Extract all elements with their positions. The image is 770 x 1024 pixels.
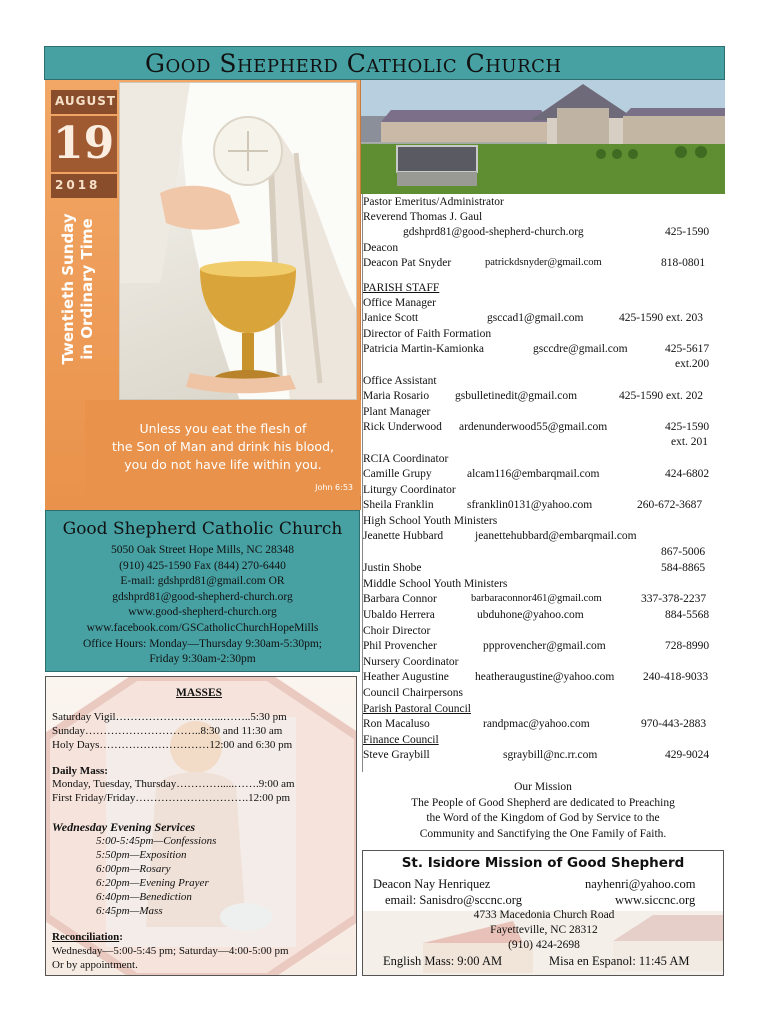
ms-youth-name-2: Ubaldo Herrera [363,609,435,621]
staff-row [363,656,725,668]
mass-schedule-box [45,676,357,976]
hs-youth-name-1: Jeanette Hubbard [363,530,444,542]
wed-rosary: 6:00pm—Rosary [96,863,171,875]
isidore-email[interactable]: email: Sanisdro@sccnc.org [385,893,522,907]
staff-row [363,718,725,730]
daily-mass-mtth: Monday, Tuesday, Thursday………….....…….9:00 am [52,778,295,790]
staff-row [363,499,725,511]
rcia-phone: 424-6802 [665,468,710,480]
office-hours-friday: Friday 9:30am-2:30pm [149,653,256,666]
liturgy-title: Liturgy Coordinator [363,484,456,496]
quote-line-2: the Son of Man and drink his blood, [112,439,334,454]
ppc-title: Parish Pastoral Council [363,703,471,715]
nursery-title: Nursery Coordinator [363,656,459,668]
photo-credit-strip [344,123,354,353]
quote-line-3: you do not have life within you. [124,457,322,472]
office-manager-name: Janice Scott [363,312,419,324]
council-title: Council Chairpersons [363,687,463,699]
parish-contact-box [45,510,360,672]
isidore-website[interactable]: www.siccnc.org [615,893,696,907]
hs-youth-title: High School Youth Ministers [363,515,498,527]
finance-council-title: Finance Council [363,734,439,746]
cover-day: 19 [51,116,117,172]
church-building-photo [361,80,725,194]
office-manager-email[interactable]: gsccad1@gmail.com [487,312,584,324]
phone-fax: (910) 425-1590 Fax (844) 270-6440 [119,559,286,572]
staff-row [363,343,725,355]
choir-title: Choir Director [363,625,431,637]
office-assistant-email[interactable]: gsbulletinedit@gmail.com [455,390,578,402]
dff-title: Director of Faith Formation [363,328,492,340]
mission-line-2: the Word of the Kingdom of God by Service to the [426,812,660,824]
staff-row [363,749,725,761]
plant-manager-ext: ext. 201 [671,436,709,448]
ppc-email[interactable]: randpmac@yahoo.com [483,718,590,730]
plant-manager-title: Plant Manager [363,406,431,418]
ms-youth-name-1: Barbara Connor [363,593,437,605]
contact-box-title: Good Shepherd Catholic Church [62,519,343,539]
office-manager-title: Office Manager [363,297,436,309]
staff-row [363,609,725,621]
daily-mass-heading: Daily Mass: [52,765,108,777]
sunday-masses: Sunday…………………………..8:30 and 11:30 am [52,725,283,737]
hs-youth-name-2: Justin Shobe [363,562,422,574]
reconciliation-heading-row [52,931,123,943]
st-isidore-mission-box [362,850,724,976]
st-isidore-title: St. Isidore Mission of Good Shepherd [401,855,685,871]
staff-row [363,375,725,387]
quote-line-1: Unless you eat the flesh of [139,421,307,436]
staff-row [363,282,725,294]
nursery-email[interactable]: heatheraugustine@yahoo.com [475,671,615,683]
cover-artwork [45,80,361,510]
staff-row [363,390,725,402]
staff-row [363,421,725,433]
staff-row [363,242,725,254]
rcia-email[interactable]: alcam116@embarqmail.com [467,468,600,480]
office-hours: Office Hours: Monday—Thursday 9:30am-5:30pm; [82,637,322,650]
staff-row [363,562,725,574]
alt-email[interactable]: gdshprd81@good-shepherd-church.org [112,590,293,603]
wed-mass: 6:45pm—Mass [96,905,163,917]
daily-mass-friday: First Friday/Friday………………………….12:00 pm [52,792,291,804]
title-banner [44,46,725,80]
rcia-name: Camille Grupy [363,468,432,480]
office-manager-phone: 425-1590 ext. 203 [619,312,704,324]
ms-youth-email-2[interactable]: ubduhone@yahoo.com [477,609,584,621]
pastor-phone: 425-1590 [665,226,710,238]
facebook-link[interactable]: www.facebook.com/GSCatholicChurchHopeMills [86,621,319,634]
ms-youth-email-1[interactable]: barbaraconnor461@gmail.com [471,593,602,604]
plant-manager-phone: 425-1590 [665,421,710,433]
nursery-name: Heather Augustine [363,671,449,683]
pastor-email[interactable]: gdshprd81@good-shepherd-church.org [403,226,584,238]
church-building-illustration [361,80,725,194]
email-line[interactable]: E-mail: gdshprd81@gmail.com OR [120,575,285,588]
finance-council-name: Steve Graybill [363,749,430,761]
wed-benediction: 6:40pm—Benediction [96,891,192,903]
deacon-email[interactable]: patrickdsnyder@gmail.com [485,257,602,268]
hs-youth-email-1[interactable]: jeanettehubbard@embarqmail.com [475,530,637,542]
street-address: 5050 Oak Street Hope Mills, NC 28348 [110,544,295,556]
staff-row [363,515,725,527]
pastor-title: Pastor Emeritus/Administrator [363,196,504,208]
eucharist-photo [119,82,357,400]
spanish-mass-time: Misa en Espanol: 11:45 AM [549,954,690,968]
staff-row [363,453,725,465]
wed-evening-prayer: 6:20pm—Evening Prayer [96,877,209,889]
scripture-reference: John 6:53 [315,483,353,492]
staff-row [363,640,725,652]
staff-row [363,257,725,269]
liturgical-day-line2: in Ordinary Time [78,218,96,360]
wednesday-services-heading: Wednesday Evening Services [52,820,196,834]
website-link[interactable]: www.good-shepherd-church.org [128,606,277,619]
liturgical-day-label [53,212,101,376]
isidore-phone: (910) 424-2698 [508,939,580,951]
masses-heading: MASSES [176,687,223,699]
pastor-name: Reverend Thomas J. Gaul [363,211,483,223]
isidore-deacon: Deacon Nay Henriquez [373,877,491,891]
staff-row [363,468,725,480]
holy-day-masses: Holy Days…………………………12:00 and 6:30 pm [52,739,293,751]
staff-row [363,312,725,324]
scripture-quote [95,420,351,474]
english-mass-time: English Mass: 9:00 AM [383,954,503,968]
rcia-title: RCIA Coordinator [363,453,449,465]
nursery-phone: 240-418-9033 [643,671,709,683]
plant-manager-email[interactable]: ardenunderwood55@gmail.com [459,421,608,433]
dff-phone: 425-5617 [665,343,710,355]
isidore-address-2: Fayetteville, NC 28312 [490,924,598,936]
office-assistant-title: Office Assistant [363,375,437,387]
isidore-address-1: 4733 Macedonia Church Road [473,909,615,921]
plant-manager-name: Rick Underwood [363,421,442,433]
staff-row [363,625,725,637]
liturgical-day-line1: Twentieth Sunday [59,213,77,365]
staff-row [363,687,725,699]
mission-line-1: The People of Good Shepherd are dedicated to Preaching [411,796,675,809]
saturday-vigil: Saturday Vigil………………………...……..5:30 pm [52,711,287,723]
liturgy-email[interactable]: sfranklin0131@yahoo.com [467,499,593,511]
wed-confessions: 5:00-5:45pm—Confessions [96,835,217,847]
cover-year: 2018 [51,174,117,198]
staff-row [363,593,725,605]
liturgy-phone: 260-672-3687 [637,499,703,511]
reconciliation-colon: : [119,931,123,943]
staff-row [363,406,725,418]
deacon-title: Deacon [363,242,399,254]
reconciliation-heading: Reconciliation [52,931,120,943]
staff-row [363,671,725,683]
finance-council-phone: 429-9024 [665,749,710,761]
dff-email[interactable]: gsccdre@gmail.com [533,343,628,355]
liturgy-name: Sheila Franklin [363,499,434,511]
staff-row [363,211,725,223]
priest-chalice-illustration [120,83,357,400]
mission-line-3: Community and Sanctifying the One Family of Faith. [419,827,667,840]
reconciliation-appointment: Or by appointment. [52,959,138,971]
ppc-name: Ron Macaluso [363,718,430,730]
dff-name: Patricia Martin-Kamionka [363,343,485,355]
staff-row [363,484,725,496]
mission-statement [362,780,724,846]
ms-youth-phone-1: 337-378-2237 [641,593,707,605]
office-assistant-name: Maria Rosario [363,390,430,402]
wed-exposition: 5:50pm—Exposition [96,849,187,861]
choir-name: Phil Provencher [363,640,437,652]
staff-row [363,734,725,746]
staff-row [363,578,725,590]
scripture-quote-panel [85,400,361,496]
choir-phone: 728-8990 [665,640,710,652]
isidore-deacon-email[interactable]: nayhenri@yahoo.com [585,877,696,891]
staff-row [363,530,725,542]
staff-row [363,703,725,715]
hs-youth-phone-2: 584-8865 [661,562,706,574]
staff-row [363,297,725,309]
hs-youth-phone-1: 867-5006 [661,546,706,558]
church-title: Good Shepherd Catholic Church [145,49,562,78]
office-assistant-phone: 425-1590 ext. 202 [619,390,704,402]
cover-month: AUGUST [51,90,117,114]
finance-council-email[interactable]: sgraybill@nc.rr.com [503,749,598,761]
ms-youth-phone-2: 884-5568 [665,609,710,621]
deacon-name: Deacon Pat Snyder [363,257,452,269]
staff-row [363,328,725,340]
staff-directory [362,194,724,772]
ms-youth-title: Middle School Youth Ministers [363,578,508,590]
mission-heading: Our Mission [514,781,572,793]
parish-staff-heading: PARISH STAFF [363,282,440,294]
staff-row [363,196,725,208]
dff-ext: ext.200 [675,358,710,370]
ppc-phone: 970-443-2883 [641,718,707,730]
deacon-phone: 818-0801 [661,257,706,269]
reconciliation-times: Wednesday—5:00-5:45 pm; Saturday—4:00-5:00 pm [52,945,289,957]
choir-email[interactable]: ppprovencher@gmail.com [483,640,606,652]
